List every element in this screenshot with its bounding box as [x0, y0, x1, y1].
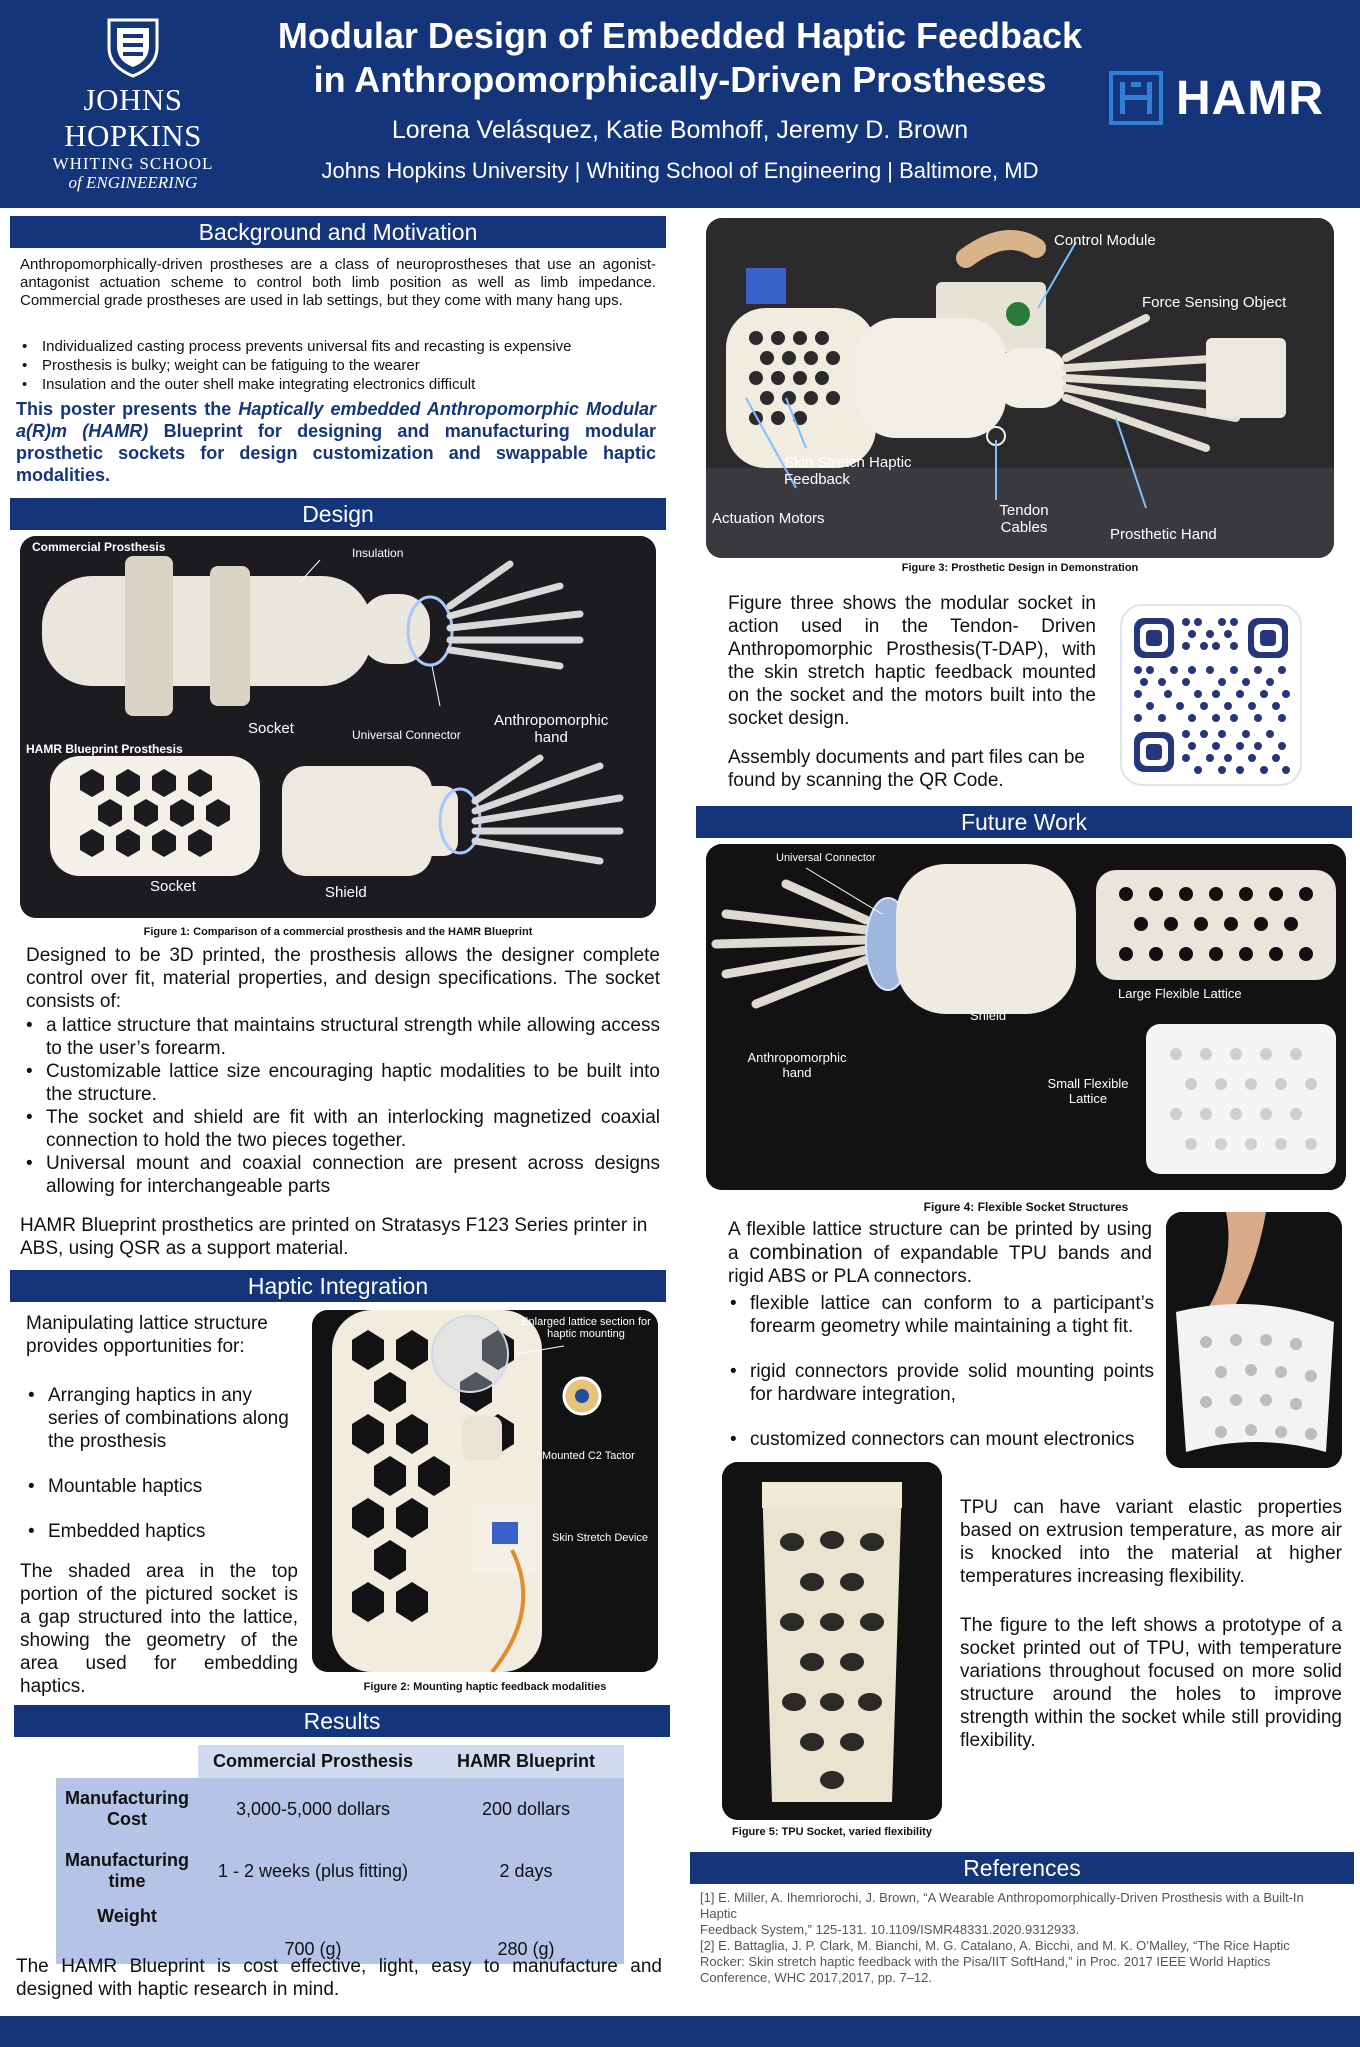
future-heading: Future Work	[696, 806, 1352, 838]
list-item: • Universal mount and coaxial connection are present across designs allowing for interchangeable parts	[24, 1152, 660, 1198]
table-cell: 700 (g)	[284, 1939, 342, 1959]
table-row-header: Manufacturing time	[65, 1850, 189, 1891]
figure-2-photo	[312, 1310, 658, 1672]
table-col-header: Commercial Prosthesis	[212, 1751, 414, 1771]
table-cell: 200 dollars	[481, 1798, 571, 1819]
table-cell: 1 - 2 weeks (plus fitting)	[217, 1860, 409, 1881]
background-heading: Background and Motivation	[10, 216, 666, 248]
list-item: • customized connectors can mount electronics	[728, 1428, 1154, 1451]
list-item: • Customizable lattice size encouraging haptic modalities to be built into the structure.	[24, 1060, 660, 1106]
title-line-1: Modular Design of Embedded Haptic Feedback	[277, 15, 1083, 56]
figure-4-caption: Figure 4: Flexible Socket Structures	[923, 1200, 1129, 1214]
hand-word: hand	[534, 729, 568, 746]
table-header-row	[56, 1745, 624, 1778]
figure-5-illustration	[722, 1462, 942, 1820]
fig1-insulation-label: Insulation	[352, 546, 404, 560]
flex-text	[728, 1218, 1152, 1288]
design-printer: HAMR Blueprint prosthetics are printed on Stratasys F123 Series printer in ABS, using QSR as a support material.	[20, 1215, 648, 1259]
table-row	[56, 1778, 624, 1840]
fig3-hand-label: Prosthetic Hand	[1110, 526, 1217, 543]
jhu-wordmark: JOHNS HOPKINS	[64, 82, 202, 153]
jhu-shield-icon	[103, 16, 163, 78]
background-intro: Anthropomorphically-driven prostheses are a class of neuroprostheses that use an agonist-antagonist actuation scheme to control both limb position as well as limb impedance. Commercial grade prostheses are used in lab settings, but they come with many hang ups.	[20, 256, 656, 309]
figure-2-caption: Figure 2: Mounting haptic feedback modalities	[363, 1681, 607, 1693]
fig1-commercial-label: Commercial Prosthesis	[32, 540, 166, 554]
figure-5-photo	[722, 1462, 942, 1820]
results-table	[56, 1745, 624, 1964]
design-heading: Design	[10, 498, 666, 530]
fig3-motors-label: Actuation Motors	[712, 510, 825, 527]
fig3-force-label: Force Sensing Object	[1142, 294, 1287, 311]
fig4-large-label: Large Flexible Lattice	[1118, 986, 1242, 1001]
fig2-tactor-label: Mounted C2 Tactor	[542, 1450, 635, 1462]
references-heading: References	[690, 1852, 1354, 1884]
list-item: • Mountable haptics	[26, 1475, 306, 1498]
table-corner	[56, 1745, 198, 1778]
title-line-2: in Anthropomorphically-Driven Prostheses	[313, 59, 1047, 100]
design-intro: Designed to be 3D printed, the prosthesis allows the designer complete control over fit, material properties, and design specifications. The socket consists of:	[26, 945, 660, 1012]
table-col-header: HAMR Blueprint	[457, 1751, 595, 1771]
table-cell: 280 (g)	[497, 1939, 555, 1959]
fig1-socket-label: Socket	[248, 720, 294, 737]
haptic-shaded-text: The shaded area in the top portion of the pictured socket is a gap structured into the lattice, showing the geometry of the area used for embedding haptics.	[20, 1561, 298, 1697]
table-row	[56, 1840, 624, 1902]
table-cell: 2 days	[499, 1860, 553, 1881]
background-highlight	[16, 398, 656, 486]
poster-title	[210, 14, 1150, 102]
results-heading: Results	[14, 1705, 670, 1737]
fig3-text: Figure three shows the modular socket in action used in the Tendon- Driven Anthropomorphic Prosthesis(T-DAP), with the skin stretch haptic feedback mounted on the socket and the motors built into the socket design.	[728, 593, 1096, 729]
flex-lattice-photo	[1166, 1212, 1342, 1468]
fig3-skin-label: Skin Stretch Haptic Feedback	[784, 454, 912, 488]
fig4-universal-label: Universal Connector	[776, 852, 876, 864]
figure-2-illustration	[312, 1310, 658, 1672]
qr-code-icon	[1122, 606, 1300, 784]
fig4-small-label: Small Flexible Lattice	[1047, 1076, 1129, 1106]
figure-1-caption: Figure 1: Comparison of a commercial prosthesis and the HAMR Blueprint	[143, 926, 533, 938]
jhu-school-2: of ENGINEERING	[68, 173, 198, 192]
fig4-shield-label: Shield	[970, 1008, 1007, 1023]
highlight-pre: This poster presents the	[16, 399, 239, 419]
haptic-intro: Manipulating lattice structure provides opportunities for:	[26, 1313, 268, 1357]
fig4-anthro-label: Anthropomorphic hand	[747, 1050, 847, 1080]
table-row-header: Weight	[97, 1906, 157, 1926]
figure-1-photo	[20, 536, 656, 918]
list-item: • Insulation and the outer shell make integrating electronics difficult	[20, 375, 660, 394]
qr-code[interactable]	[1120, 604, 1302, 786]
future-bullets	[728, 1292, 1154, 1451]
haptic-heading: Haptic Integration	[10, 1270, 666, 1302]
reference-item: Feedback System,” 125-131. 10.1109/ISMR48331.2020.9312933.	[700, 1922, 1080, 1937]
list-item: • Arranging haptics in any series of combinations along the prosthesis	[26, 1384, 306, 1453]
authors: Lorena Velásquez, Katie Bomhoff, Jeremy D. Brown	[391, 116, 969, 144]
list-item: • a lattice structure that maintains structural strength while allowing access to the user’s forearm.	[24, 1014, 660, 1060]
list-item: • Embedded haptics	[26, 1520, 306, 1543]
results-summary: The HAMR Blueprint is cost effective, light, easy to manufacture and designed with haptic research in mind.	[16, 1956, 662, 2000]
flex-lattice-illustration	[1166, 1212, 1342, 1468]
list-item: • flexible lattice can conform to a participant’s forearm geometry while maintaining a tight fit.	[728, 1292, 1154, 1338]
haptic-bullets	[26, 1384, 306, 1543]
highlight-post: Blueprint for designing and manufacturing modular prosthetic sockets for design customization and swappable haptic modalities.	[16, 421, 657, 485]
reference-item: [2] E. Battaglia, J. P. Clark, M. Bianchi, M. G. Catalano, A. Bicchi, and M. K. O’Malley, “The Rice Haptic Rocker: Skin stretch haptic feedback with the Pisa/IIT SoftHand,” in Proc. 2017 IEEE World Haptics Conference, WHC 2017,2017, pp. 7–12.	[700, 1938, 1290, 1985]
figure-5-caption: Figure 5: TPU Socket, varied flexibility	[732, 1826, 932, 1838]
tpu-text-1: TPU can have variant elastic properties based on extrusion temperature, as more air is knocked into the material at higher temperatures increasing flexibility.	[960, 1497, 1342, 1587]
fig1-universal-label: Universal Connector	[352, 728, 461, 742]
table-cell: 3,000-5,000 dollars	[235, 1798, 391, 1819]
list-item: • Prosthesis is bulky; weight can be fatiguing to the wearer	[20, 356, 660, 375]
figure-4-illustration	[706, 844, 1346, 1190]
figure-3-photo	[706, 218, 1334, 558]
fig3-tendon-label: Tendon Cables	[999, 502, 1049, 536]
references-list	[700, 1890, 1330, 1986]
reference-item: [1] E. Miller, A. Ihemriorochi, J. Brown, “A Wearable Anthropomorphically-Driven Prosthesis with a Built-In Haptic	[700, 1890, 1304, 1921]
hamr-logo	[1108, 66, 1338, 130]
flex-post: of expandable TPU bands and rigid ABS or PLA connectors.	[728, 1243, 1152, 1287]
fig1-anthro-label	[494, 712, 608, 746]
poster-footer	[0, 2016, 1360, 2047]
figure-3-caption: Figure 3: Prosthetic Design in Demonstration	[901, 562, 1139, 574]
highlight-em: Haptically embedded Anthropomorphic Modular a(R)m (HAMR)	[16, 399, 656, 441]
affiliation: Johns Hopkins University | Whiting School of Engineering | Baltimore, MD	[321, 158, 1039, 183]
list-item: • rigid connectors provide solid mounting points for hardware integration,	[728, 1360, 1154, 1406]
background-bullets	[20, 337, 660, 394]
jhu-school: WHITING SCHOOL	[52, 154, 214, 173]
list-item: • Individualized casting process prevents universal fits and recasting is expensive	[20, 337, 660, 356]
hamr-mark-icon	[1108, 70, 1164, 126]
anthro-word: Anthropomorphic	[494, 712, 609, 729]
flex-big: combination	[749, 1241, 863, 1264]
poster-header	[0, 0, 1360, 208]
assembly-text: Assembly documents and part files can be found by scanning the QR Code.	[728, 747, 1085, 791]
table-row-header: Manufacturing Cost	[65, 1788, 189, 1829]
flex-pre: A flexible lattice structure can be printed by using a	[728, 1219, 1152, 1264]
tpu-text-2: The figure to the left shows a prototype of a socket printed out of TPU, with temperature variations throughout focused on more solid structure around the holes to improve strength within the socket while still providing flexibility.	[960, 1615, 1342, 1751]
hamr-wordmark: HAMR	[1176, 71, 1324, 125]
list-item: • The socket and shield are fit with an interlocking magnetized coaxial connection to hold the two pieces together.	[24, 1106, 660, 1152]
figure-4-photo	[706, 844, 1346, 1190]
design-bullets	[24, 1014, 660, 1198]
fig1-hamr-label: HAMR Blueprint Prosthesis	[26, 742, 183, 756]
fig1-socket2-label: Socket	[150, 878, 196, 895]
fig1-shield-label: Shield	[325, 884, 367, 901]
fig2-enlarged-label: Enlarged lattice section for haptic mounting	[521, 1316, 651, 1340]
fig3-control-label: Control Module	[1054, 232, 1156, 249]
fig2-skin-label: Skin Stretch Device	[552, 1532, 648, 1544]
